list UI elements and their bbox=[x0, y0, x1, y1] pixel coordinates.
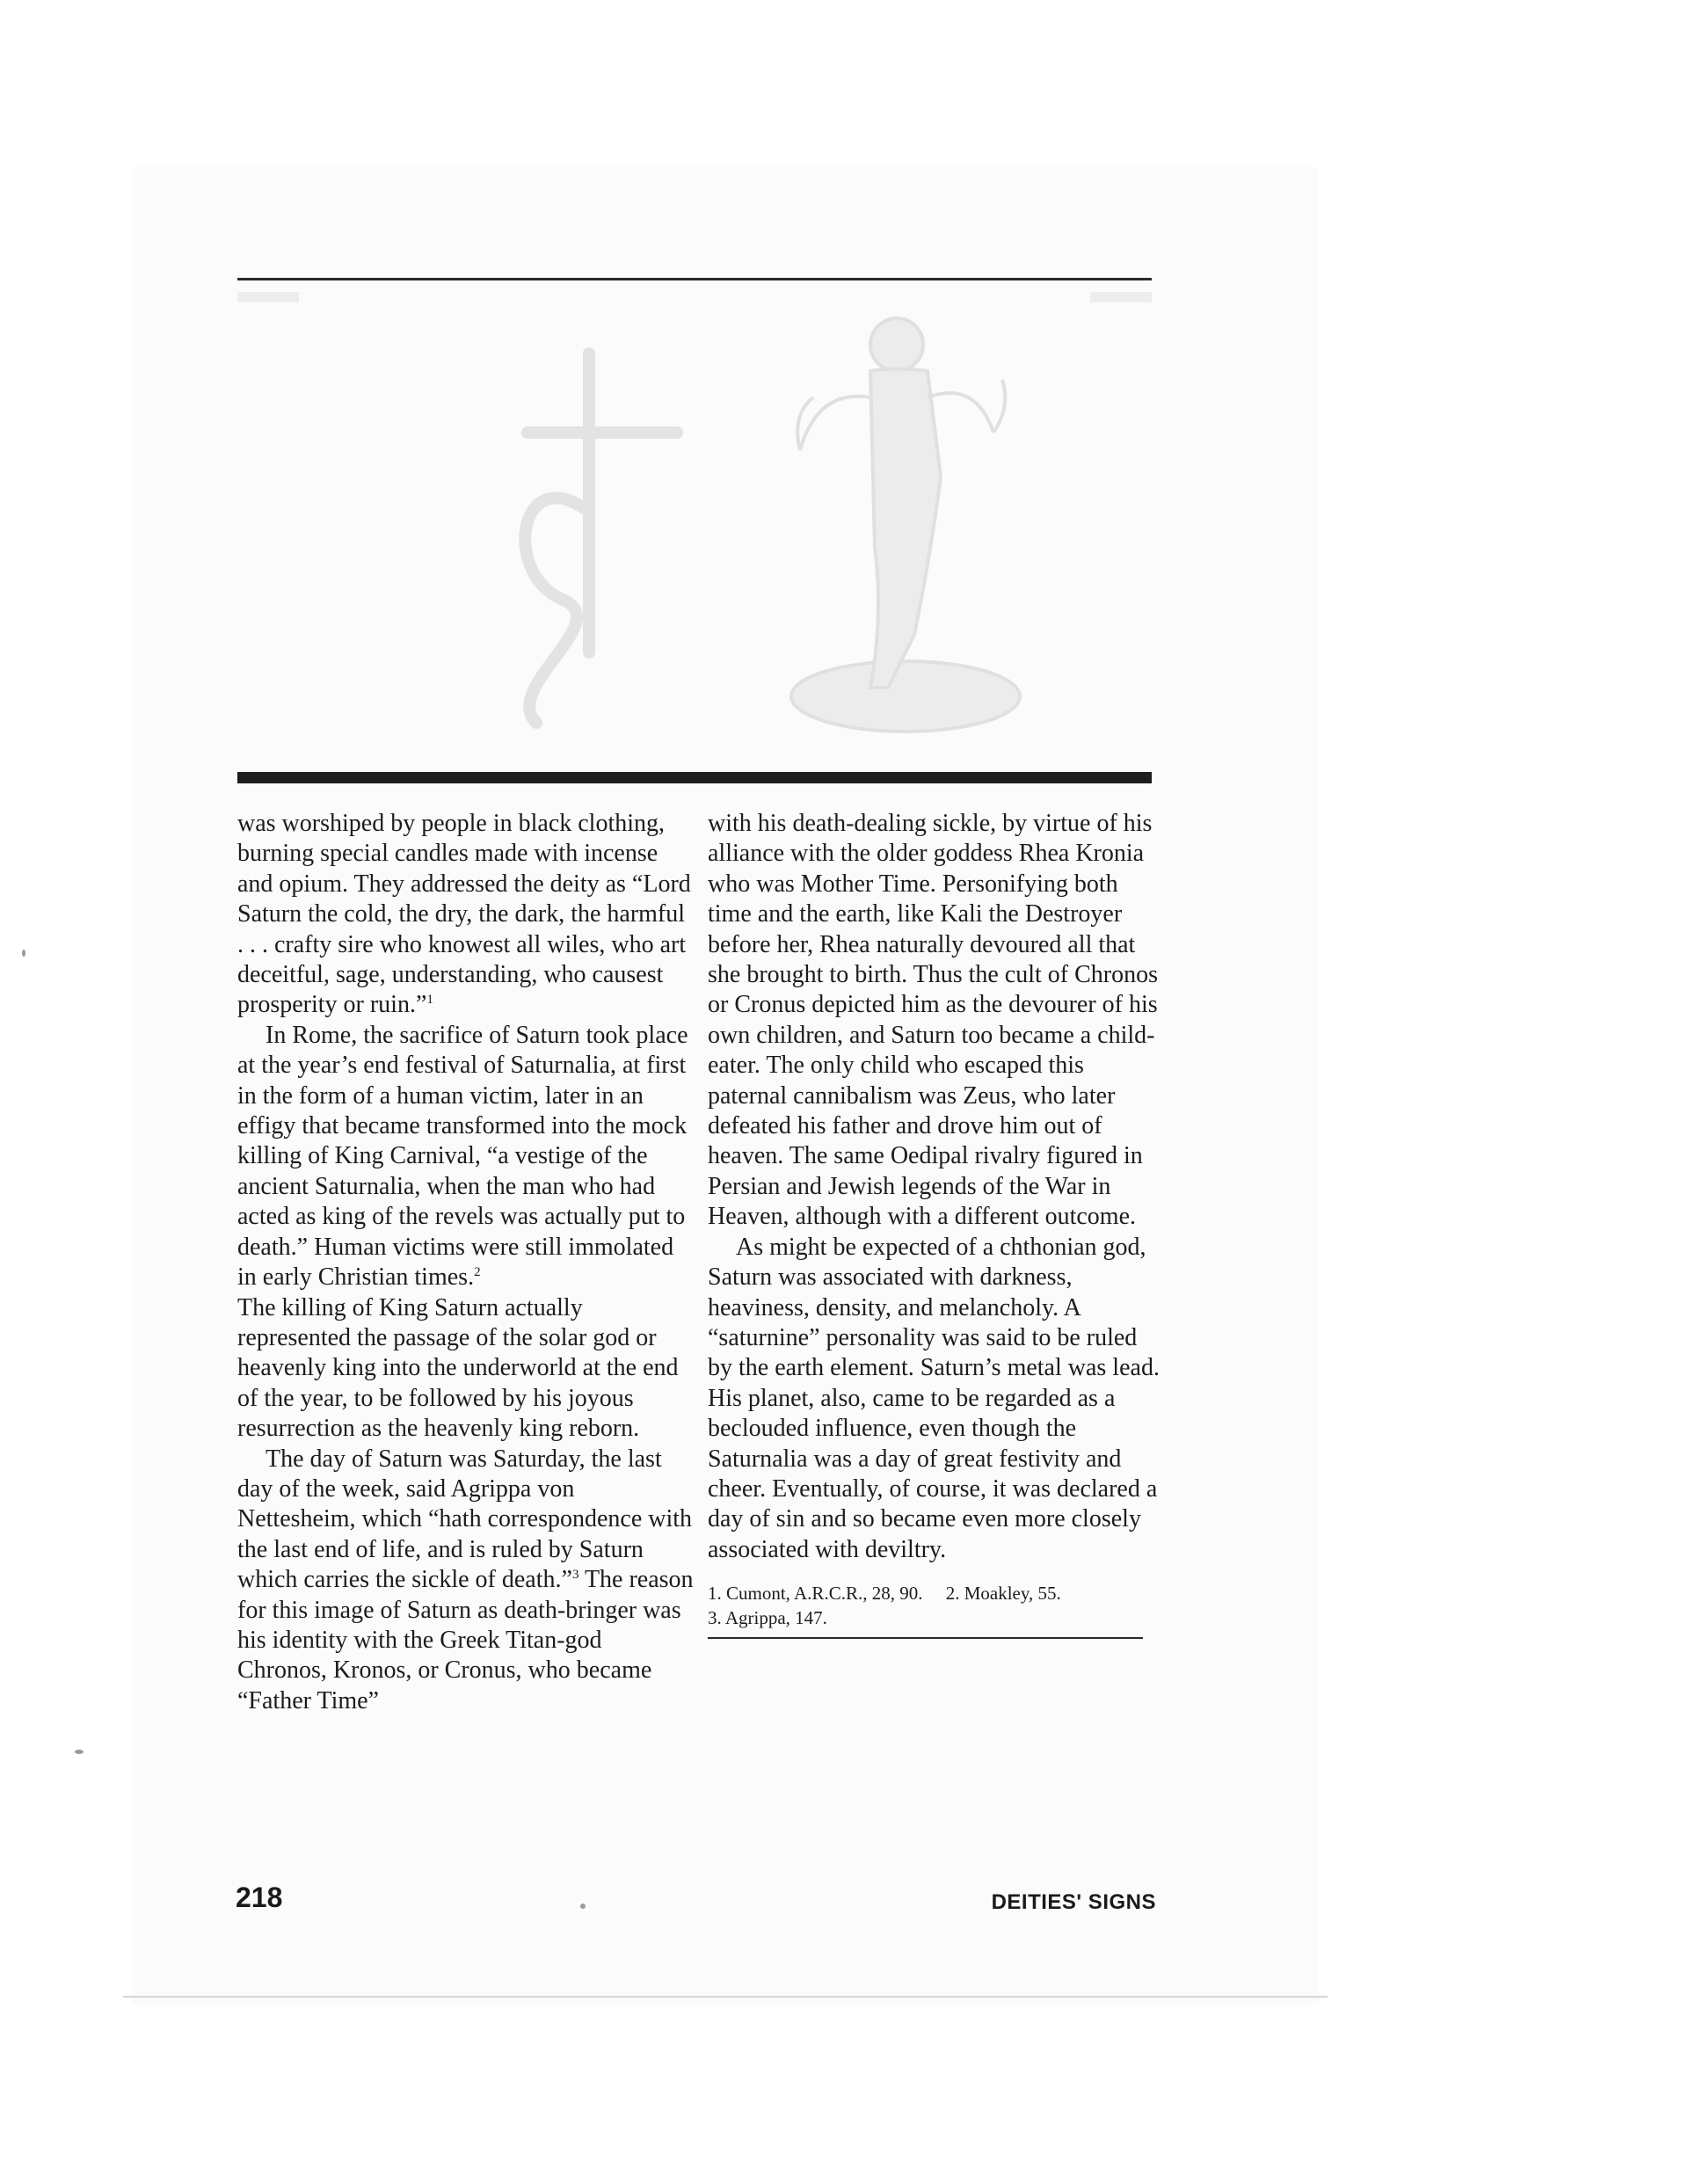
saturn-glyph-icon bbox=[525, 353, 677, 723]
paragraph: In Rome, the sacrifice of Saturn took place at the year’s end festival of Saturnalia, at first in the form of a human victim, later in an effigy that became transformed into the mock killing of King Carnival, “a vestige of the ancient Saturnalia, when the man who had acted as king of the revels was actually put to death.” Human victims were still immolated in early Christian times.$^2$ bbox=[237, 1021, 688, 1292]
paragraph: The killing of King Saturn actually represented the passage of the solar god or heavenly king into the underworld at the end of the year, to be followed by his joyous resurrection as the heavenly king reborn. bbox=[237, 1293, 679, 1443]
running-foot: DEITIES' SIGNS bbox=[991, 1890, 1156, 1914]
footnote-marker: 2 bbox=[474, 1265, 481, 1280]
footnotes bbox=[708, 1581, 1160, 1639]
paragraph: The day of Saturn was Saturday, the last day of the week, said Agrippa von Nettesheim, which “hath correspondence with the last end of life, and is ruled by Saturn which carries the sickle of death.”$^3$ The reason for this image of Saturn as death-bringer was his identity with the Greek Titan-god Chronos, Kronos, or Cronus, who became “Father Time” bbox=[237, 1445, 694, 1714]
footnote-marker: 1 bbox=[426, 993, 433, 1008]
scan-speck bbox=[22, 950, 25, 957]
deity-statue-icon bbox=[791, 318, 1020, 732]
scan-speck bbox=[75, 1750, 84, 1754]
footnote-rule bbox=[708, 1637, 1143, 1639]
page-number: 218 bbox=[236, 1882, 283, 1913]
footnote-marker: 3 bbox=[571, 1568, 579, 1583]
footnote-line: 1. Cumont, A.R.C.R., 28, 90. 2. Moakley, 55. bbox=[708, 1583, 1061, 1605]
text-column-right bbox=[708, 809, 1160, 1639]
scan-speck bbox=[580, 1904, 586, 1909]
paragraph: As might be expected of a chthonian god, Saturn was associated with darkness, heaviness, density, and melancholy. A “saturnine” personality was said to be ruled by the earth element. Saturn’s metal was lead. His planet, also, came to be regarded as a beclouded influence, even though the Saturnalia was a day of great festivity and cheer. Eventually, of course, it was declared a day of sin and so became even more closely associated with deviltry. bbox=[708, 1233, 1160, 1563]
footnote-line: 3. Agrippa, 147. bbox=[708, 1607, 827, 1629]
text-column-left bbox=[237, 809, 695, 1716]
top-rule bbox=[237, 278, 1152, 280]
illustration-bottom-rule bbox=[237, 772, 1152, 783]
paragraph: was worshiped by people in black clothing, burning special candles made with incense and opium. They addressed the deity as “Lord Saturn the cold, the dry, the dark, the harmful . . . crafty sire who knowest all wiles, who art deceitful, sage, understanding, who causest prosperity or ruin.”$^1$ bbox=[237, 810, 691, 1019]
page-bottom-edge bbox=[123, 1996, 1328, 1998]
paragraph: with his death-dealing sickle, by virtue of his alliance with the older goddess Rhea Kronia who was Mother Time. Personifying both time and the earth, like Kali the Destroyer before her, Rhea naturally devoured all that she brought to birth. Thus the cult of Chronos or Cronus depicted him as the devourer of his own children, and Saturn too became a child-eater. The only child who escaped this paternal cannibalism was Zeus, who later defeated his father and drove him out of heaven. The same Oedipal rivalry figured in Persian and Jewish legends of the War in Heaven, although with a different outcome. bbox=[708, 810, 1158, 1231]
faded-illustration bbox=[237, 283, 1152, 768]
